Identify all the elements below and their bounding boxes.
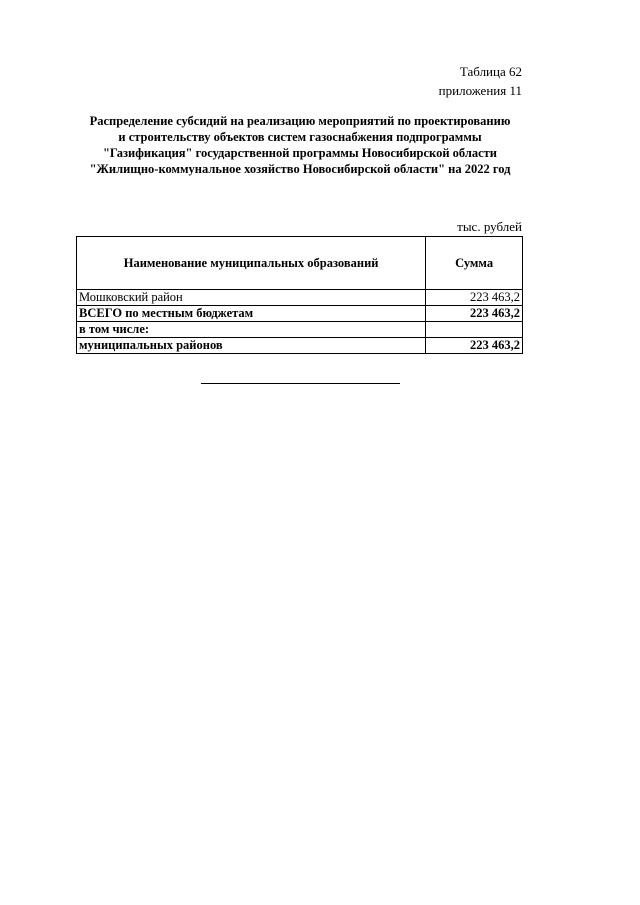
row-sum: 223 463,2 <box>426 338 523 354</box>
row-sum <box>426 322 523 338</box>
row-name: в том числе: <box>77 322 426 338</box>
column-header-sum: Сумма <box>426 237 523 290</box>
table-header-row <box>77 237 523 290</box>
separator-line <box>201 383 400 384</box>
table-row <box>77 290 523 306</box>
title-line: "Жилищно-коммунальное хозяйство Новосибирской области" на 2022 год <box>89 162 511 176</box>
subsidy-table <box>76 236 523 354</box>
appendix-reference: приложения 11 <box>438 83 522 98</box>
table-row-districts <box>77 338 523 354</box>
row-name: муниципальных районов <box>77 338 426 354</box>
title-line: "Газификация" государственной программы Новосибирской области <box>102 146 497 160</box>
row-sum: 223 463,2 <box>426 290 523 306</box>
table-number: Таблица 62 <box>459 64 522 79</box>
column-header-name: Наименование муниципальных образований <box>77 237 426 290</box>
document-title <box>70 113 530 177</box>
title-line: и строительству объектов систем газоснабжения подпрограммы <box>118 130 482 144</box>
units-label: тыс. рублей <box>457 219 522 234</box>
title-line: Распределение субсидий на реализацию мероприятий по проектированию <box>89 114 511 128</box>
table-row-including <box>77 322 523 338</box>
row-name: Мошковский район <box>77 290 426 306</box>
row-name: ВСЕГО по местным бюджетам <box>77 306 426 322</box>
table-row-total <box>77 306 523 322</box>
row-sum: 223 463,2 <box>426 306 523 322</box>
